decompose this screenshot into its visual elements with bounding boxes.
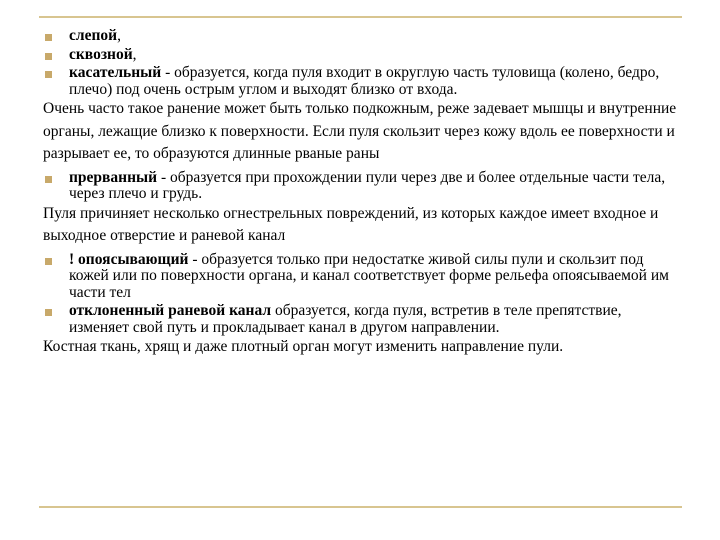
term: прерванный [69,168,158,186]
list-item-otklonenny: отклоненный раневой канал образуется, когда пуля, встретив в теле препятствие, изменяет свой путь и прокладывает канал в другом направлении. [43,303,685,336]
term: сквозной [69,45,133,63]
top-rule [39,16,682,18]
paragraph: Очень часто такое ранение может быть только подкожным, реже задевает мышцы и внутренние органы, лежащие близко к поверхности. Если пуля скользит через кожу вдоль ее поверхности и разрывает ее, то образуются длинные рваные раны [43,100,677,162]
square-bullet-icon [45,53,52,60]
term: слепой [69,27,118,44]
square-bullet-icon [45,71,52,78]
term: опоясывающий [78,250,189,268]
square-bullet-icon [45,176,52,183]
bottom-rule [39,506,682,508]
term: отклоненный раневой канал [69,302,272,319]
square-bullet-icon [45,34,52,41]
term: касательный [69,64,162,81]
list-item-opoyasyvayushchiy: ! опоясывающий - образуется только при недостатке живой силы пули и скользит под кожей или по поверхности органа, и канал соответствует форме рельефа опоясываемой им части тел [43,252,685,302]
list-item-kasatelny: касательный - образуется, когда пуля входит в округлую часть туловища (колено, бедро, плечо) под очень острым углом и выходят близко от входа. [43,65,685,98]
square-bullet-icon [45,258,52,265]
list-item-skvoznoy: сквозной, [43,47,685,64]
paragraph: Пуля причиняет несколько огнестрельных повреждений, из которых каждое имеет входное и выходное отверстие и раневой канал [43,204,659,244]
document-body [43,28,685,359]
square-bullet-icon [45,309,52,316]
list-item-prervanny: прерванный - образуется при прохождении пули через две и более отдельные части тела, через плечо и грудь. [43,170,685,203]
exclamation: ! [69,250,79,268]
list-item-slepoy: слепой, [43,28,685,45]
paragraph: Костная ткань, хрящ и даже плотный орган могут изменить направление пули. [43,338,564,355]
